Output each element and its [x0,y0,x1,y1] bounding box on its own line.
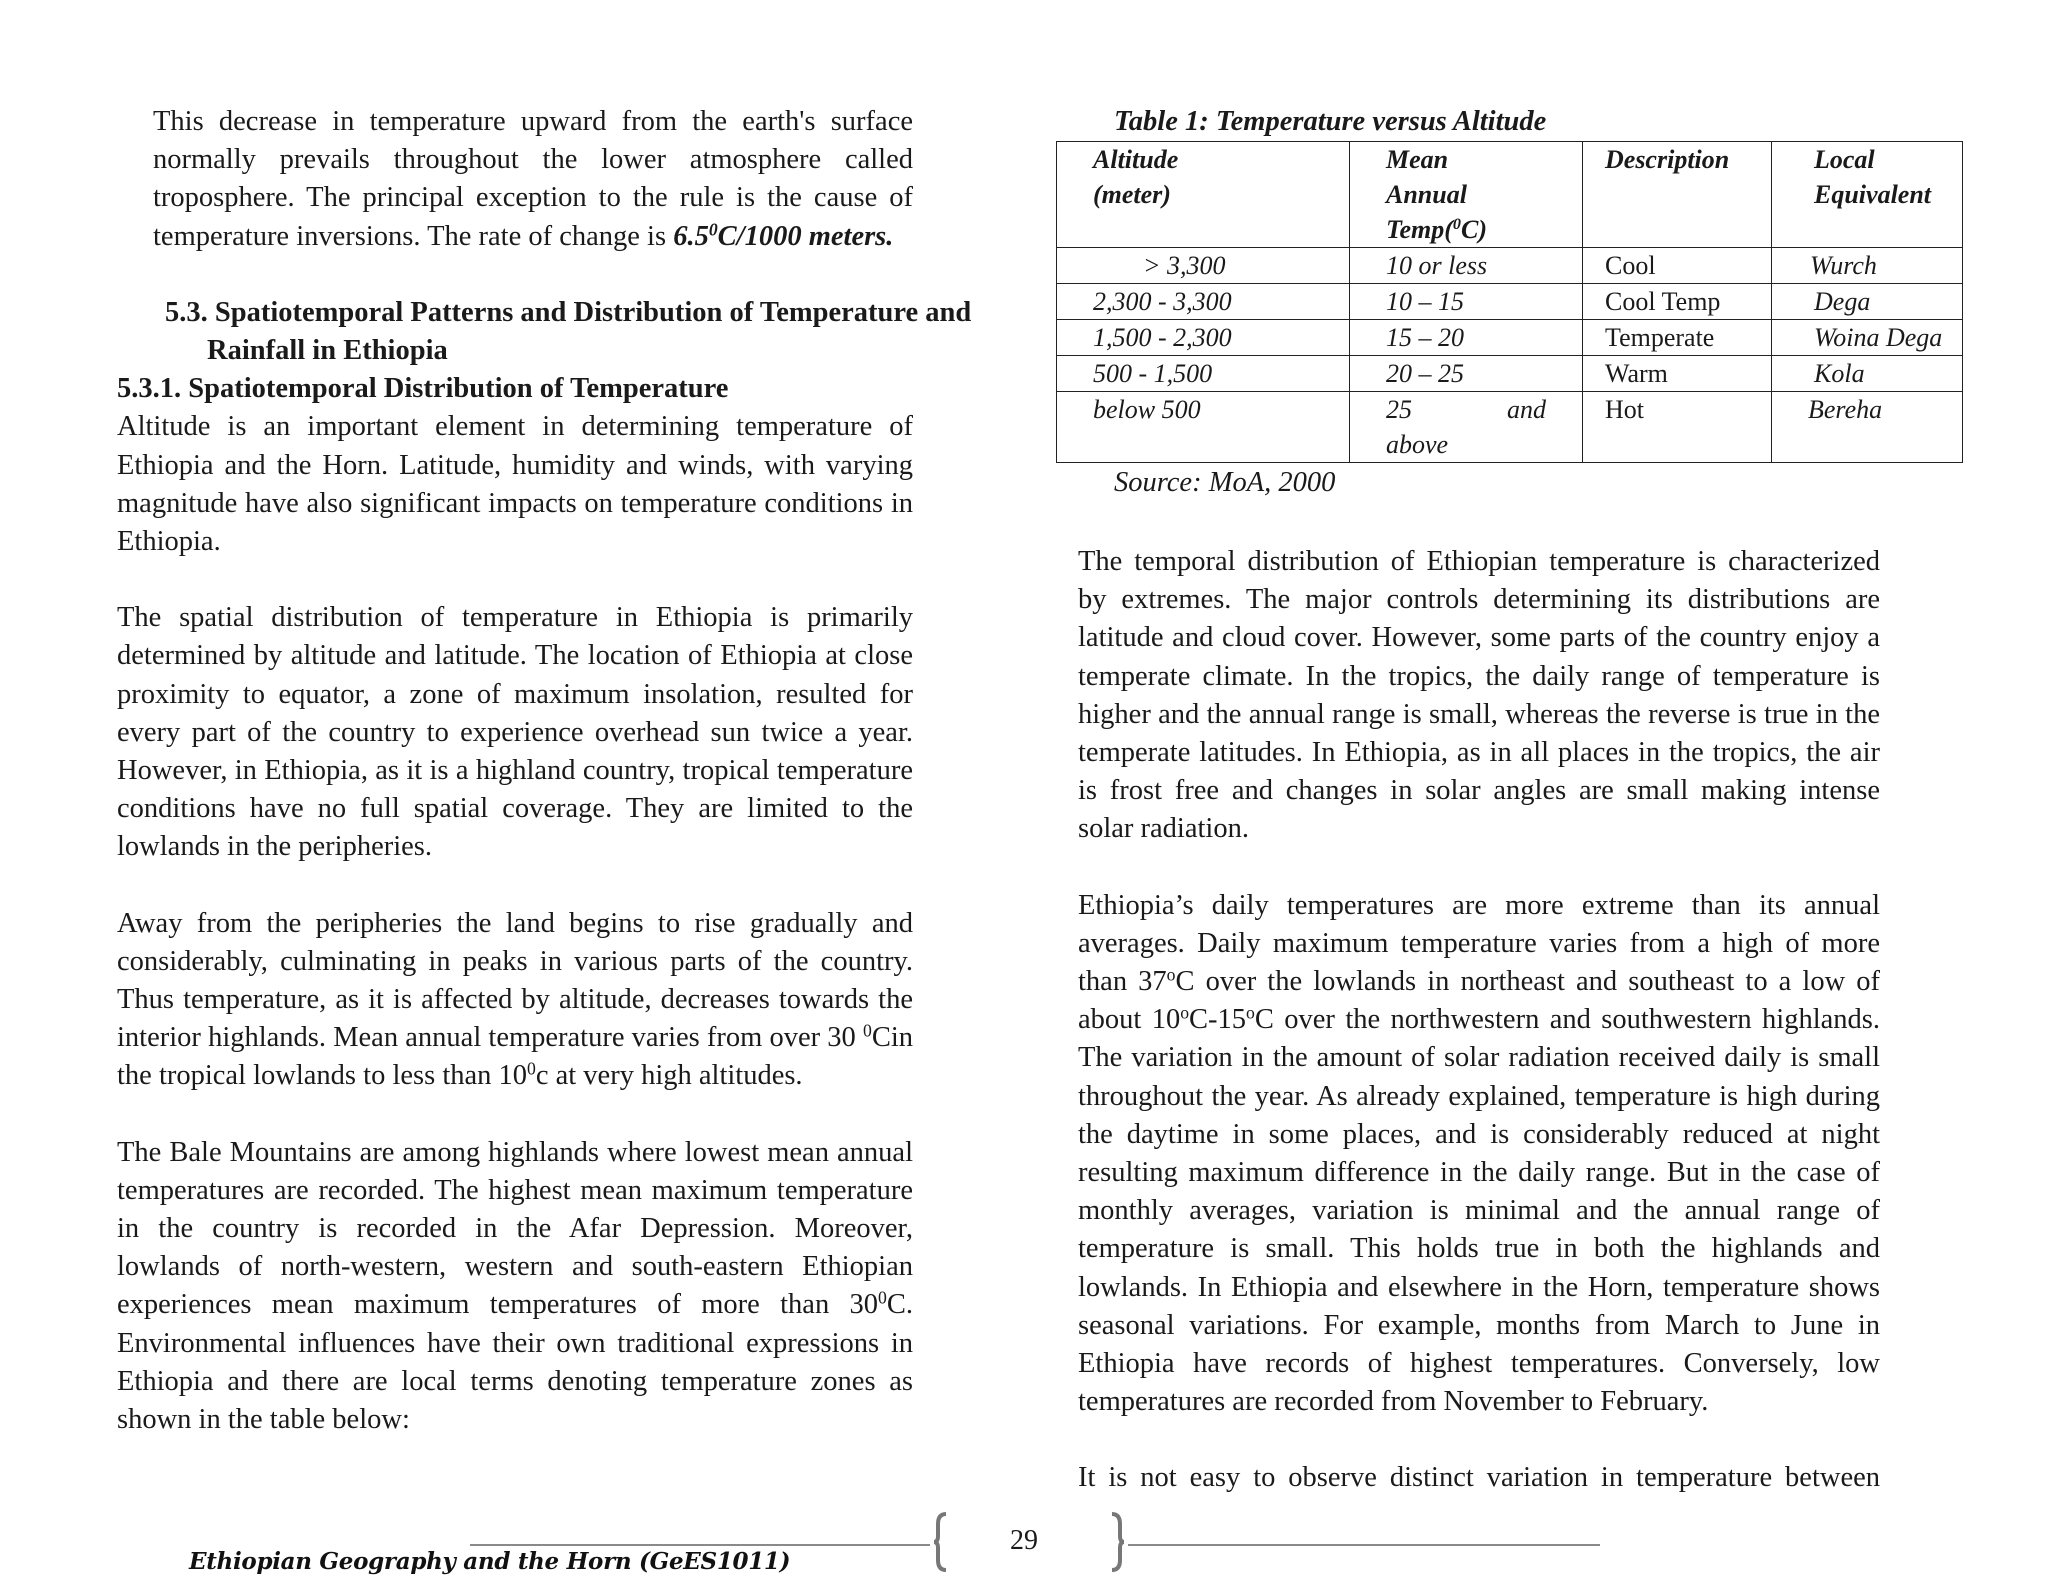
table-caption: Table 1: Temperature versus Altitude [1114,106,1547,137]
cell-temp: 25 and above [1350,392,1583,463]
footer-rule-right [1128,1544,1600,1546]
cell-local: Wurch [1772,248,1963,284]
table-source: Source: MoA, 2000 [1114,467,1336,498]
table-header-row [1057,142,1963,248]
footer-bracket-left [934,1512,948,1572]
table-row [1057,284,1963,320]
footer-book-title: Ethiopian Geography and the Horn (GeES1011) [189,1548,791,1575]
cell-local: Woina Dega [1772,320,1963,356]
header-altitude: Altitude (meter) [1057,142,1350,248]
cell-altitude: 2,300 - 3,300 [1057,284,1350,320]
cell-description: Temperate [1583,320,1772,356]
left-column [117,103,972,1477]
cell-altitude: 500 - 1,500 [1057,356,1350,392]
right-column [1078,103,1943,1536]
paragraph-daily-temperatures: Ethiopia’s daily temperatures are more extreme than its annual averages. Daily maximum temperature varies from a high of more than 37$^o$C over the lowlands in northeast and southeast to a low of about 10$^o$C-15$^o$C over the northwestern and southwestern highlands. The variation in the amount of solar radiation received daily is small throughout the year. As already explained, temperature is high during the daytime in some places, and is considerably reduced at night resulting maximum difference in the daily range. But in the case of monthly averages, variation is minimal and the annual range of temperature is small. This holds true in both the highlands and lowlands. In Ethiopia and elsewhere in the Horn, temperature shows seasonal variations. For example, months from March to June in Ethiopia have records of highest temperatures. Conversely, low temperatures are recorded from November to February. [1078,889,1880,1418]
cell-local: Dega [1772,284,1963,320]
table-row [1057,356,1963,392]
table-row [1057,392,1963,463]
paragraph-bale-mountains: The Bale Mountains are among highlands where lowest mean annual temperatures are recorded. The highest mean maximum temperature in the country is recorded in the Afar Depression. Moreover, lowlands of north-western, western and south-eastern Ethiopian experiences mean maximum temperatures of more than $30^0C$. Environmental influences have their own traditional expressions in Ethiopia and there are local terms denoting temperature zones as shown in the table below: [117,1136,913,1436]
cell-temp: 10 – 15 [1350,284,1583,320]
section-heading-5-3-1: 5.3.1. Spatiotemporal Distribution of Temperature [117,373,729,405]
page-number: 29 [1010,1525,1038,1556]
cell-temp: 15 – 20 [1350,320,1583,356]
footer-rule-left [470,1544,930,1546]
header-local-equivalent: Local Equivalent [1772,142,1963,248]
cell-description: Cool Temp [1583,284,1772,320]
cell-description: Warm [1583,356,1772,392]
cell-altitude: > 3,300 [1057,248,1350,284]
cell-temp: 20 – 25 [1350,356,1583,392]
section-heading-5-3: 5.3. Spatiotemporal Patterns and Distribution of Temperature and Rainfall in Ethiopia [165,296,972,367]
table-row [1057,320,1963,356]
header-mean-temp: Mean Annual Temp($^0$C) [1350,142,1583,248]
table-row [1057,248,1963,284]
paragraph-temporal-distribution: The temporal distribution of Ethiopian temperature is characterized by extremes. The major controls determining its distributions are latitude and cloud cover. However, some parts of the country enjoy a temperate climate. In the tropics, the daily range of temperature is higher and the annual range is small, whereas the reverse is true in the temperate latitudes. In Ethiopia, as in all places in the tropics, the air is frost free and changes in solar angles are small making intense solar radiation. [1078,546,1880,845]
paragraph-peripheries: Away from the peripheries the land begins to rise gradually and considerably, culminating in peaks in various parts of the country. Thus temperature, as it is affected by altitude, decreases towards the interior highlands. Mean annual temperature varies from over 30 $^0$Cin the tropical lowlands to less than $10^0c$ at very high altitudes. [117,907,913,1092]
footer-bracket-right [1110,1512,1124,1572]
cell-local: Bereha [1772,392,1963,463]
cell-altitude: below 500 [1057,392,1350,463]
paragraph-spatial-distribution: The spatial distribution of temperature in Ethiopia is primarily determined by altitude and latitude. The location of Ethiopia at close proximity to equator, a zone of maximum insolation, resulted for every part of the country to experience overhead sun twice a year. However, in Ethiopia, as it is a highland country, tropical temperature conditions have no full spatial coverage. They are limited to the lowlands in the peripheries. [117,602,913,863]
cell-description: Cool [1583,248,1772,284]
cell-local: Kola [1772,356,1963,392]
paragraph-variation-start: It is not easy to observe distinct variation in temperature between [1078,1462,1880,1494]
lapse-rate: $6.5^0C/1000$ meters. [673,218,894,252]
paragraph-altitude: Altitude is an important element in determining temperature of Ethiopia and the Horn. Latitude, humidity and winds, with varying magnitude have also significant impacts on temperature conditions in Ethiopia. [117,411,913,558]
cell-altitude: 1,500 - 2,300 [1057,320,1350,356]
intro-paragraph: This decrease in temperature upward from the earth's surface normally prevails throughout the lower atmosphere called troposphere. The principal exception to the rule is the cause of temperature inversions. The rate of change is $6.5^0C/1000$ meters. [153,106,913,252]
cell-description: Hot [1583,392,1772,463]
header-description: Description [1583,142,1772,248]
cell-temp: 10 or less [1350,248,1583,284]
temperature-altitude-table [1056,141,1963,463]
